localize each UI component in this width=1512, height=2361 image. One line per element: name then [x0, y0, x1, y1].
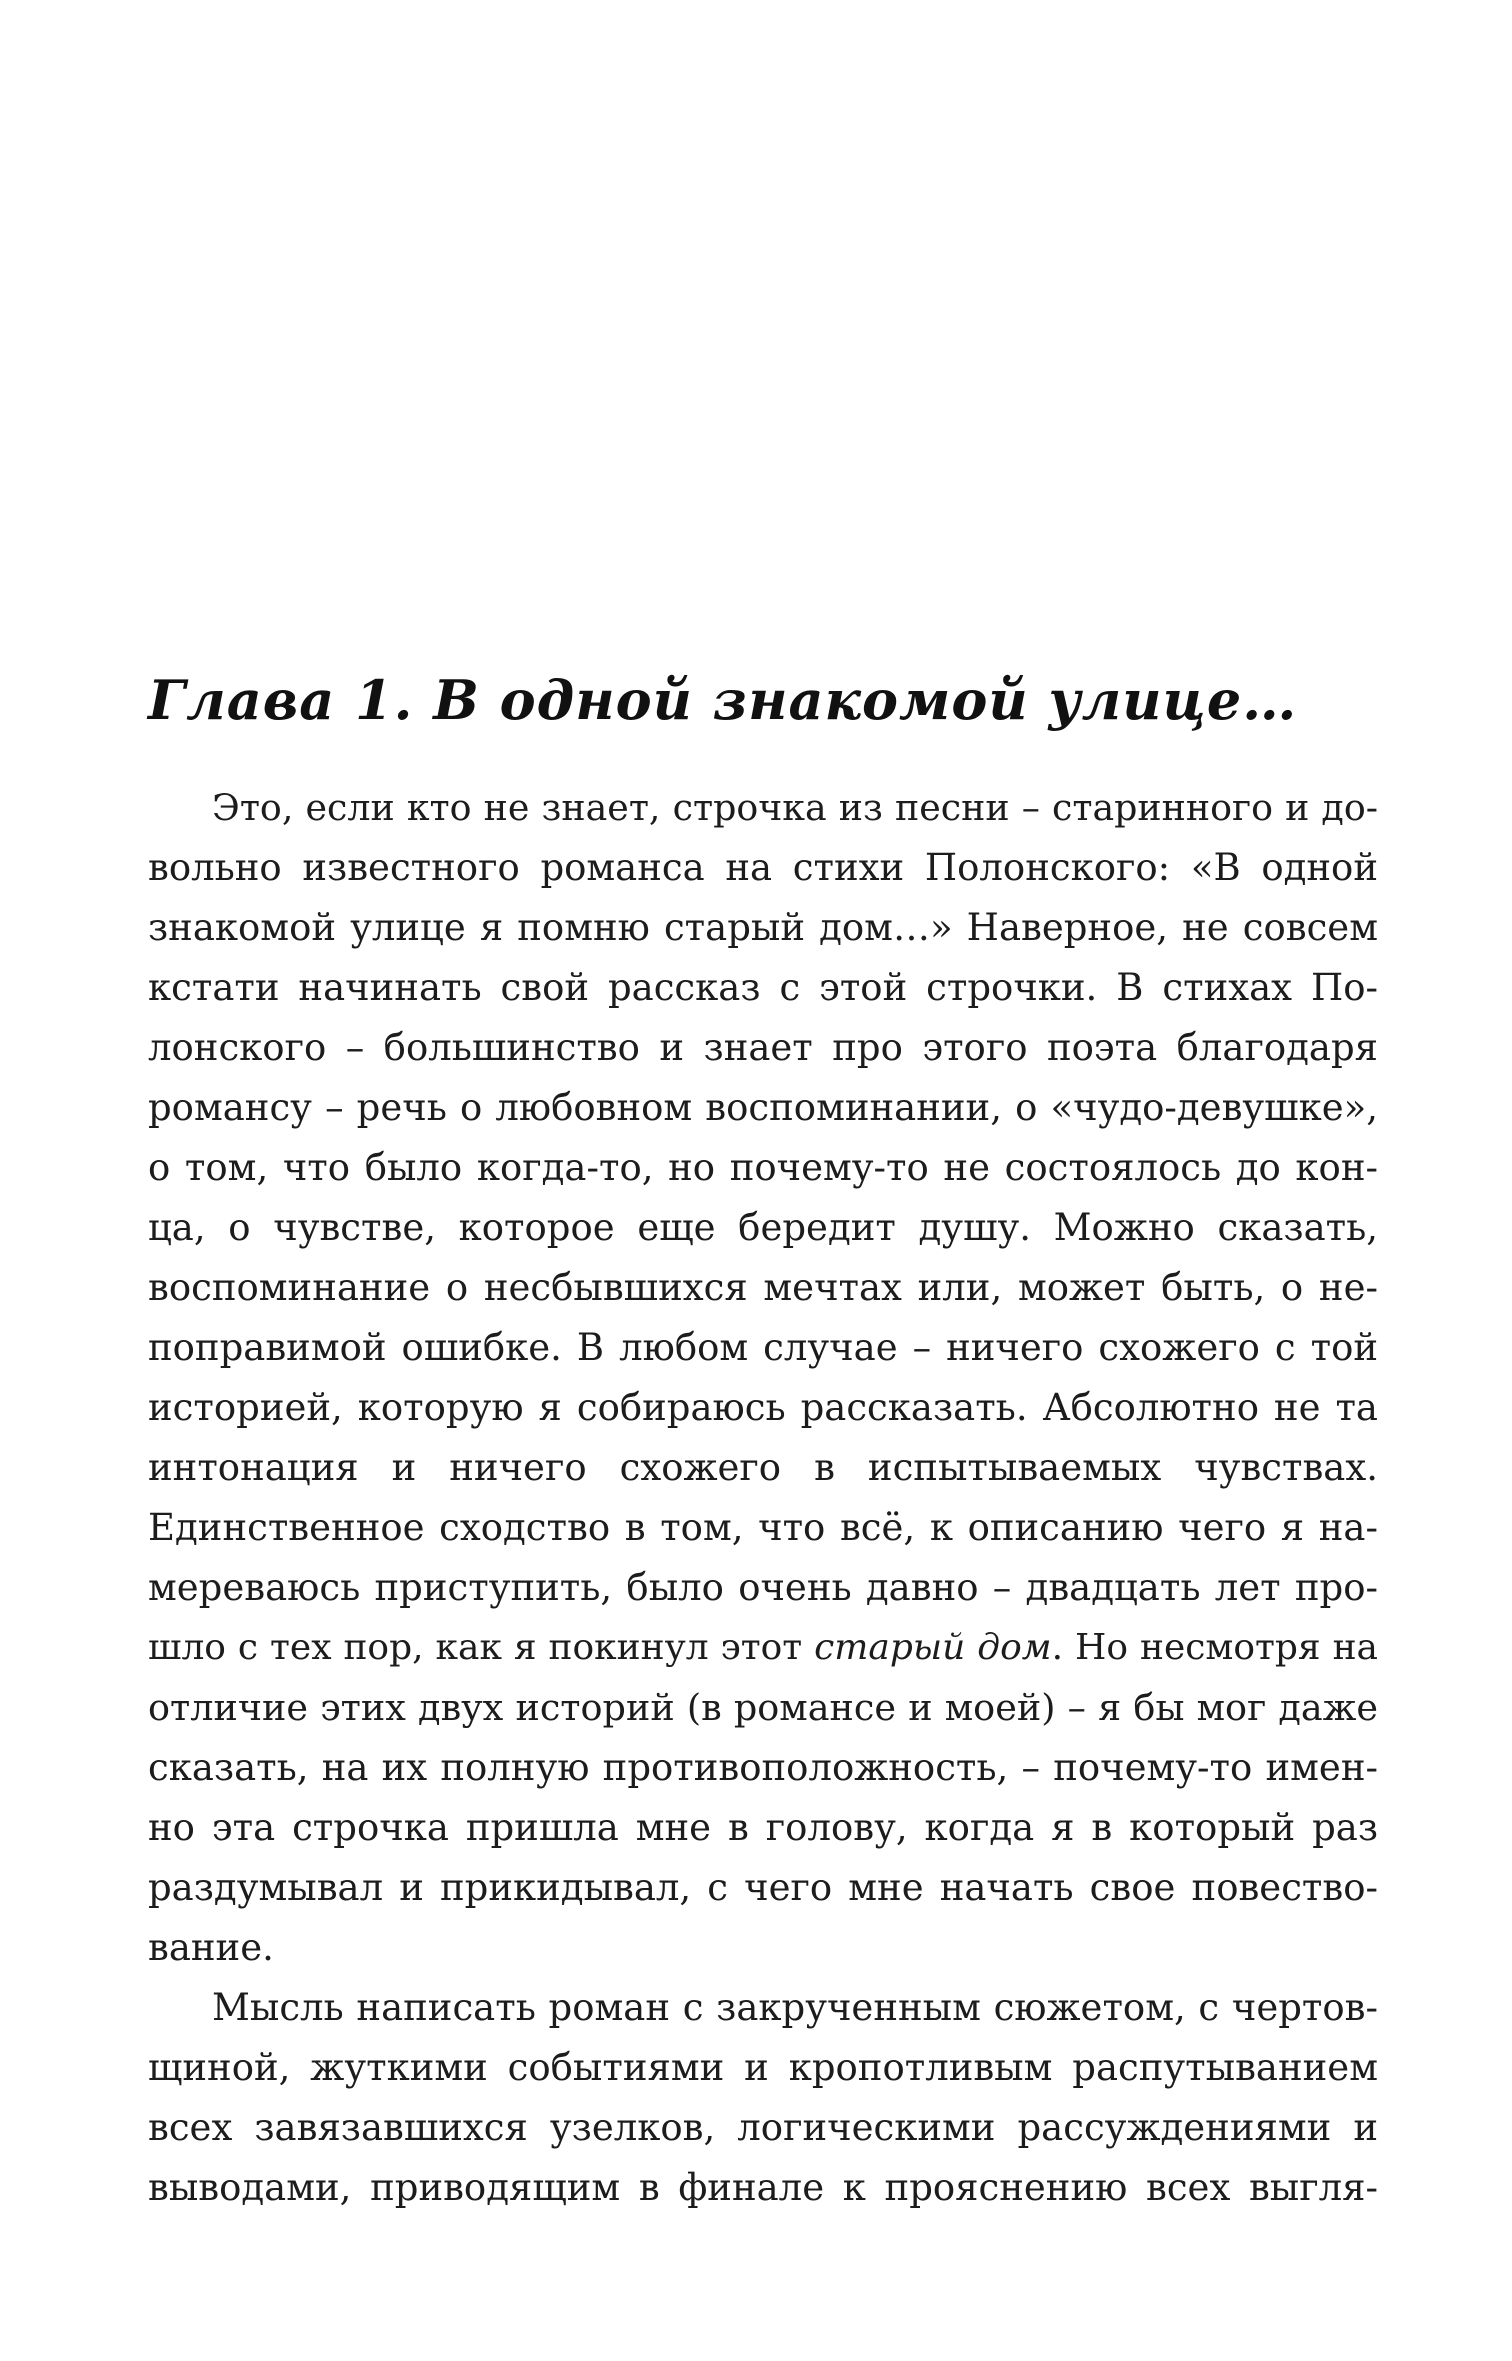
- text-line: Единственное сходство в том, что всё, к описанию чего я на-: [148, 1506, 1378, 1549]
- text-line: ца, о чувстве, которое еще бередит душу. Можно сказать,: [148, 1206, 1378, 1249]
- text-line: о том, что было когда-то, но почему-то не состоялось до кон-: [148, 1146, 1378, 1189]
- text-line: вольно известного романса на стихи Полонского: «В одной: [148, 846, 1378, 889]
- text-line: раздумывал и прикидывал, с чего мне начать свое повество-: [148, 1866, 1378, 1909]
- text-line: лонского – большинство и знает про этого поэта благодаря: [148, 1026, 1378, 1069]
- italic-phrase: старый дом: [814, 1627, 1052, 1668]
- chapter-title: Глава 1. В одной знакомой улице…: [148, 668, 1298, 732]
- text-line: всех завязавшихся узелков, логическими рассуждениями и: [148, 2106, 1378, 2149]
- text-line: щиной, жуткими событиями и кропотливым распутыванием: [148, 2046, 1378, 2089]
- text-line: но эта строчка пришла мне в голову, когда я в который раз: [148, 1806, 1378, 1849]
- text-line: знакомой улице я помню старый дом…» Наверное, не совсем: [148, 906, 1378, 949]
- text-span: . Но несмотря на: [1051, 1627, 1379, 1668]
- text-line: мереваюсь приступить, было очень давно – двадцать лет про-: [148, 1566, 1378, 1609]
- text-line: романсу – речь о любовном воспоминании, о «чудо-девушке»,: [148, 1086, 1378, 1129]
- text-line: Это, если кто не знает, строчка из песни – старинного и до-: [212, 786, 1378, 829]
- text-line: интонация и ничего схожего в испытываемых чувствах.: [148, 1446, 1378, 1489]
- text-line: историей, которую я собираюсь рассказать. Абсолютно не та: [148, 1386, 1378, 1429]
- text-line: отличие этих двух историй (в романсе и моей) – я бы мог даже: [148, 1686, 1378, 1729]
- body-text: [148, 778, 1378, 2218]
- text-line: Мысль написать роман с закрученным сюжетом, с чертов-: [212, 1986, 1378, 2029]
- text-line: поправимой ошибке. В любом случае – ничего схожего с той: [148, 1326, 1378, 1369]
- text-line-with-italic: [148, 1618, 1378, 1678]
- text-line: воспоминание о несбывшихся мечтах или, может быть, о не-: [148, 1266, 1378, 1309]
- text-line-last: вание.: [148, 1926, 274, 1969]
- text-line: кстати начинать свой рассказ с этой строчки. В стихах По-: [148, 966, 1378, 1009]
- text-line: сказать, на их полную противоположность, – почему-то имен-: [148, 1746, 1378, 1789]
- text-span: шло с тех пор, как я покинул этот: [148, 1627, 815, 1668]
- text-line: выводами, приводящим в финале к прояснению всех выгля-: [148, 2166, 1378, 2209]
